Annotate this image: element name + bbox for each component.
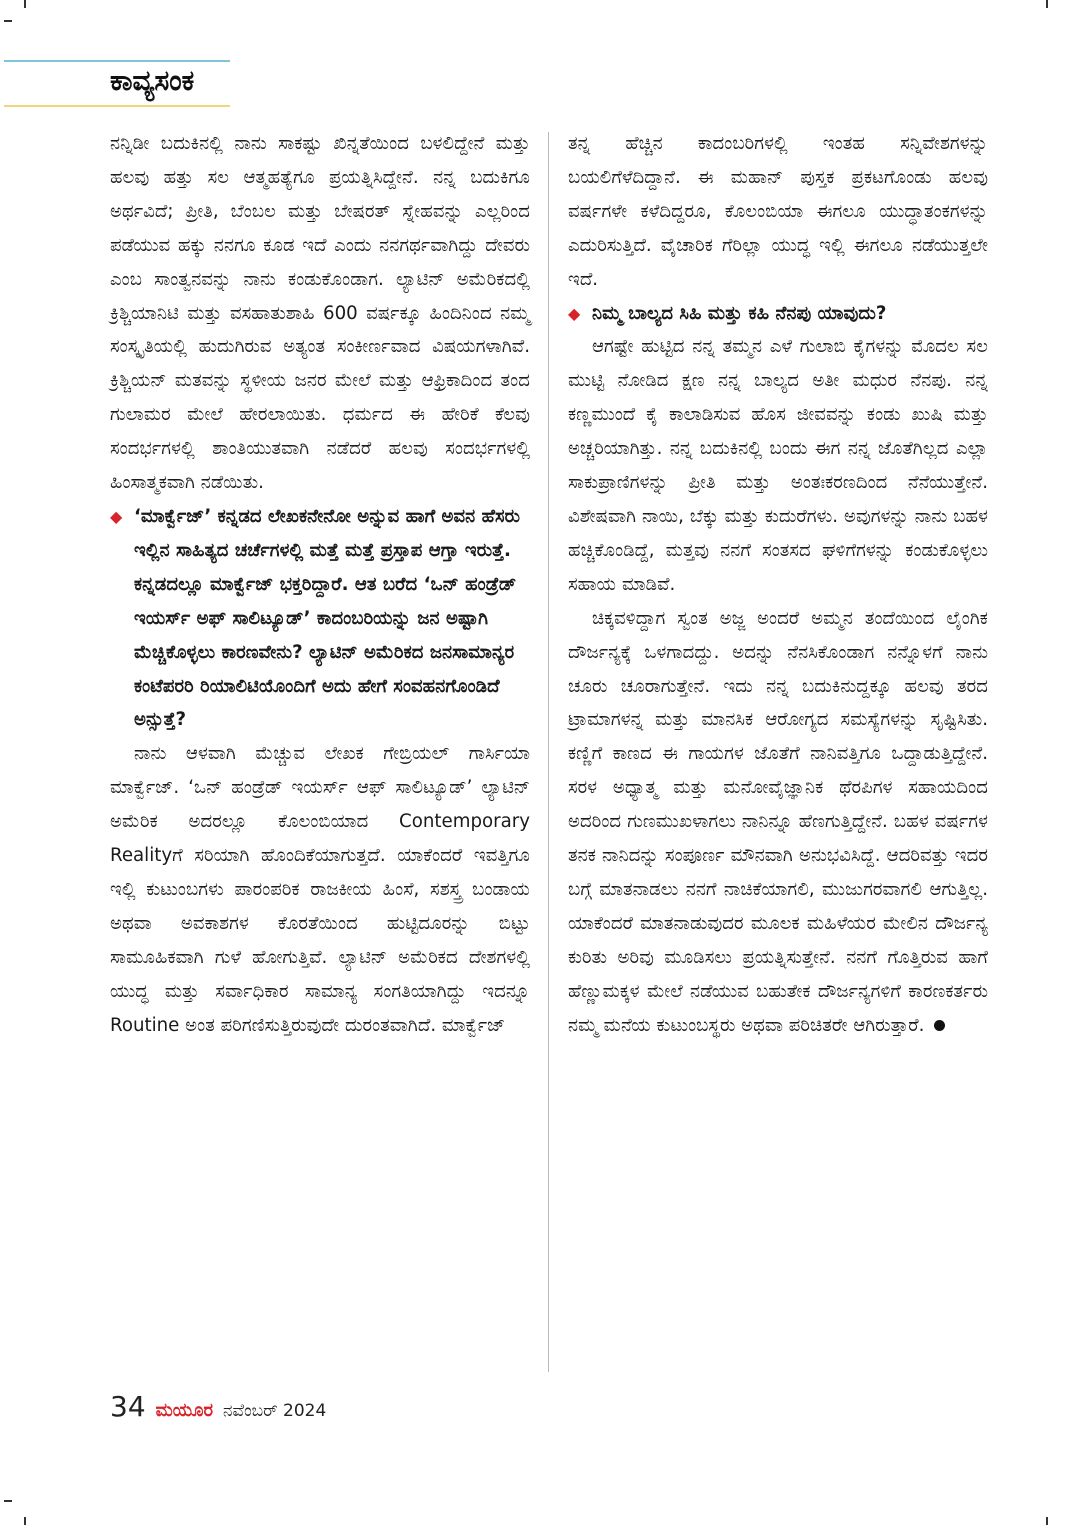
crop-mark [1046,1517,1048,1525]
crop-mark [4,1500,12,1502]
interview-question [568,297,988,331]
column-divider [548,132,549,1372]
page-number: 34 [110,1390,146,1423]
interview-question [110,500,530,737]
crop-mark [1046,0,1048,8]
question-text: ನಿಮ್ಮ ಬಾಲ್ಯದ ಸಿಹಿ ಮತ್ತು ಕಹಿ ನೆನಪು ಯಾವುದು? [592,302,887,324]
crop-mark [24,0,26,8]
header-rule-bottom [4,105,230,107]
article-paragraph: ತನ್ನ ಹೆಚ್ಚಿನ ಕಾದಂಬರಿಗಳಲ್ಲಿ ಇಂತಹ ಸನ್ನಿವೇಶಗಳನ್ನು ಬಯಲಿಗೆಳೆದಿದ್ದಾನೆ. ಈ ಮಹಾನ್ ಪುಸ್ತಕ ಪ್ರಕಟಗೊಂಡು ಹಲವು ವರ್ಷಗಳೇ ಕಳೆದಿದ್ದರೂ, ಕೊಲಂಬಿಯಾ ಈಗಲೂ ಯುದ್ಧಾತಂಕಗಳನ್ನು ಎದುರಿಸುತ್ತಿದೆ. ವೈಚಾರಿಕ ಗೆರಿಲ್ಲಾ ಯುದ್ಧ ಇಲ್ಲಿ ಈಗಲೂ ನಡೆಯುತ್ತಲೇ ಇದೆ. [568,133,988,290]
article-paragraph: ಆಗಷ್ಟೇ ಹುಟ್ಟಿದ ನನ್ನ ತಮ್ಮನ ಎಳೆ ಗುಲಾಬಿ ಕೈಗಳನ್ನು ಮೊದಲ ಸಲ ಮುಟ್ಟಿ ನೋಡಿದ ಕ್ಷಣ ನನ್ನ ಬಾಲ್ಯದ ಅತೀ ಮಧುರ ನೆನಪು. ನನ್ನ ಕಣ್ಣಮುಂದೆ ಕೈ ಕಾಲಾಡಿಸುವ ಹೊಸ ಜೀವವನ್ನು ಕಂಡು ಖುಷಿ ಮತ್ತು ಅಚ್ಚರಿಯಾಗಿತ್ತು. ನನ್ನ ಬದುಕಿನಲ್ಲಿ ಬಂದು ಈಗ ನನ್ನ ಜೊತೆಗಿಲ್ಲದ ಎಲ್ಲಾ ಸಾಕುಪ್ರಾಣಿಗಳನ್ನು ಪ್ರೀತಿ ಮತ್ತು ಅಂತಃಕರಣದಿಂದ ನೆನೆಯುತ್ತೇನೆ. ವಿಶೇಷವಾಗಿ ನಾಯಿ, ಬೆಕ್ಕು ಮತ್ತು ಕುದುರೆಗಳು. ಅವುಗಳನ್ನು ನಾನು ಬಹಳ ಹಚ್ಚಿಕೊಂಡಿದ್ದೆ, ಮತ್ತವು ನನಗೆ ಸಂತಸದ ಘಳಿಗೆಗಳನ್ನು ಕಂಡುಕೊಳ್ಳಲು ಸಹಾಯ ಮಾಡಿವೆ. [568,336,988,595]
final-paragraph-text: ಚಿಕ್ಕವಳಿದ್ದಾಗ ಸ್ವಂತ ಅಜ್ಜ ಅಂದರೆ ಅಮ್ಮನ ತಂದೆಯಿಂದ ಲೈಂಗಿಕ ದೌರ್ಜನ್ಯಕ್ಕೆ ಒಳಗಾದದ್ದು. ಅದನ್ನು ನೆನಸಿಕೊಂಡಾಗ ನನ್ನೊಳಗೆ ನಾನು ಚೂರು ಚೂರಾಗುತ್ತೇನೆ. ಇದು ನನ್ನ ಬದುಕಿನುದ್ದಕ್ಕೂ ಹಲವು ತರದ ಟ್ರಾಮಾಗಳನ್ನ ಮತ್ತು ಮಾನಸಿಕ ಆರೋಗ್ಯದ ಸಮಸ್ಯೆಗಳನ್ನು ಸೃಷ್ಟಿಸಿತು. ಕಣ್ಣಿಗೆ ಕಾಣದ ಈ ಗಾಯಗಳ ಜೊತೆಗೆ ನಾನಿವತ್ತಿಗೂ ಒದ್ದಾಡುತ್ತಿದ್ದೇನೆ. ಸರಳ ಅಧ್ಯಾತ್ಮ ಮತ್ತು ಮನೋವೈಜ್ಞಾನಿಕ ಥೆರಪಿಗಳ ಸಹಾಯದಿಂದ ಅದರಿಂದ ಗುಣಮುಖಳಾಗಲು ನಾನಿನ್ನೂ ಹೆಣಗುತ್ತಿದ್ದೇನೆ. ಬಹಳ ವರ್ಷಗಳ ತನಕ ನಾನಿದನ್ನು ಸಂಪೂರ್ಣ ಮೌನವಾಗಿ ಅನುಭವಿಸಿದ್ದೆ. ಆದರಿವತ್ತು ಇದರ ಬಗ್ಗೆ ಮಾತನಾಡಲು ನನಗೆ ನಾಚಿಕೆಯಾಗಲಿ, ಮುಜುಗರವಾಗಲಿ ಆಗುತ್ತಿಲ್ಲ. ಯಾಕೆಂದರೆ ಮಾತನಾಡುವುದರ ಮೂಲಕ ಮಹಿಳೆಯರ ಮೇಲಿನ ದೌರ್ಜನ್ಯ ಕುರಿತು ಅರಿವು ಮೂಡಿಸಲು ಪ್ರಯತ್ನಿಸುತ್ತೇನೆ. ನನಗೆ ಗೊತ್ತಿರುವ ಹಾಗೆ ಹೆಣ್ಣುಮಕ್ಕಳ ಮೇಲೆ ನಡೆಯುವ ಬಹುತೇಕ ದೌರ್ಜನ್ಯಗಳಿಗೆ ಕಾರಣಕರ್ತರು ನಮ್ಮ ಮನೆಯ ಕುಟುಂಬಸ್ಥರು ಅಥವಾ ಪರಿಚಿತರೇ ಆಗಿರುತ್ತಾರೆ. [568,607,988,1036]
end-dot-icon [934,1020,945,1031]
left-column [110,127,530,1042]
article-paragraph: ನಾನು ಆಳವಾಗಿ ಮೆಚ್ಚುವ ಲೇಖಕ ಗೇಬ್ರಿಯಲ್ ಗಾರ್ಸಿಯಾ ಮಾರ್ಕ್ವೆಜ್. ‘ಒನ್ ಹಂಡ್ರೆಡ್ ಇಯರ್ಸ್ ಆಫ್ ಸಾಲಿಟ್ಯೂಡ್’ ಲ್ಯಾಟಿನ್ ಅಮೆರಿಕ ಅದರಲ್ಲೂ ಕೊಲಂಬಿಯಾದ Contemporary Realityಗೆ ಸರಿಯಾಗಿ ಹೊಂದಿಕೆಯಾಗುತ್ತದೆ. ಯಾಕೆಂದರೆ ಇವತ್ತಿಗೂ ಇಲ್ಲಿ ಕುಟುಂಬಗಳು ಪಾರಂಪರಿಕ ರಾಜಕೀಯ ಹಿಂಸೆ, ಸಶಸ್ತ್ರ ಬಂಡಾಯ ಅಥವಾ ಅವಕಾಶಗಳ ಕೊರತೆಯಿಂದ ಹುಟ್ಟಿದೂರನ್ನು ಬಿಟ್ಟು ಸಾಮೂಹಿಕವಾಗಿ ಗುಳೆ ಹೋಗುತ್ತಿವೆ. ಲ್ಯಾಟಿನ್ ಅಮೆರಿಕದ ದೇಶಗಳಲ್ಲಿ ಯುದ್ಧ ಮತ್ತು ಸರ್ವಾಧಿಕಾರ ಸಾಮಾನ್ಯ ಸಂಗತಿಯಾಗಿದ್ದು ಇದನ್ನೂ Routine ಅಂತ ಪರಿಗಣಿಸುತ್ತಿರುವುದೇ ದುರಂತವಾಗಿದೆ. ಮಾರ್ಕ್ವೆಜ್ [110,743,530,1036]
article-paragraph-final [568,602,988,1043]
magazine-logo: ಮಯೂರ [155,1400,214,1421]
crop-mark [4,20,12,22]
question-text: ‘ಮಾರ್ಕ್ವೆಜ್’ ಕನ್ನಡದ ಲೇಖಕನೇನೋ ಅನ್ನುವ ಹಾಗೆ ಅವನ ಹೆಸರು ಇಲ್ಲಿನ ಸಾಹಿತ್ಯದ ಚರ್ಚೆಗಳಲ್ಲಿ ಮತ್ತೆ ಮತ್ತೆ ಪ್ರಸ್ತಾಪ ಆಗ್ತಾ ಇರುತ್ತೆ. ಕನ್ನಡದಲ್ಲೂ ಮಾರ್ಕ್ವೆಜ್ ಭಕ್ತರಿದ್ದಾರೆ. ಆತ ಬರೆದ ‘ಒನ್ ಹಂಡ್ರೆಡ್ ಇಯರ್ಸ್ ಅಫ್ ಸಾಲಿಟ್ಯೂಡ್’ ಕಾದಂಬರಿಯನ್ನು ಜನ ಅಷ್ಟಾಗಿ ಮೆಚ್ಚಿಕೊಳ್ಳಲು ಕಾರಣವೇನು? ಲ್ಯಾಟಿನ್ ಅಮೆರಿಕದ ಜನಸಾಮಾನ್ಯರ ಕಂಟೆಪರರಿ ರಿಯಾಲಿಟಿಯೊಂದಿಗೆ ಅದು ಹೇಗೆ ಸಂವಹನಗೊಂಡಿದೆ ಅನ್ಸುತ್ತೆ? [134,505,521,731]
header-rule-top [4,60,230,62]
right-column [568,127,988,1042]
issue-date: ನವೆಂಬರ್ 2024 [223,1401,327,1421]
diamond-bullet-icon: ◆ [568,303,581,323]
page-footer [110,1390,326,1423]
section-title: ಕಾವ್ಯಸಂಕ [110,64,195,97]
article-paragraph: ನನ್ನಿಡೀ ಬದುಕಿನಲ್ಲಿ ನಾನು ಸಾಕಷ್ಟು ಖಿನ್ನತೆಯಿಂದ ಬಳಲಿದ್ದೇನೆ ಮತ್ತು ಹಲವು ಹತ್ತು ಸಲ ಆತ್ಮಹತ್ಯೆಗೂ ಪ್ರಯತ್ನಿಸಿದ್ದೇನೆ. ನನ್ನ ಬದುಕಿಗೂ ಅರ್ಥವಿದೆ; ಪ್ರೀತಿ, ಬೆಂಬಲ ಮತ್ತು ಬೇಷರತ್ ಸ್ನೇಹವನ್ನು ಎಲ್ಲರಿಂದ ಪಡೆಯುವ ಹಕ್ಕು ನನಗೂ ಕೂಡ ಇದೆ ಎಂದು ನನಗರ್ಥವಾಗಿದ್ದು ದೇವರು ಎಂಬ ಸಾಂತ್ವನವನ್ನು ನಾನು ಕಂಡುಕೊಂಡಾಗ. ಲ್ಯಾಟಿನ್ ಅಮೆರಿಕದಲ್ಲಿ ಕ್ರಿಶ್ಚಿಯಾನಿಟಿ ಮತ್ತು ವಸಹಾತುಶಾಹಿ 600 ವರ್ಷಕ್ಕೂ ಹಿಂದಿನಿಂದ ನಮ್ಮ ಸಂಸ್ಕೃತಿಯಲ್ಲಿ ಹುದುಗಿರುವ ಅತ್ಯಂತ ಸಂಕೀರ್ಣವಾದ ವಿಷಯಗಳಾಗಿವೆ. ಕ್ರಿಶ್ಚಿಯನ್ ಮತವನ್ನು ಸ್ಥಳೀಯ ಜನರ ಮೇಲೆ ಮತ್ತು ಆಫ್ರಿಕಾದಿಂದ ತಂದ ಗುಲಾಮರ ಮೇಲೆ ಹೇರಲಾಯಿತು. ಧರ್ಮದ ಈ ಹೇರಿಕೆ ಕೆಲವು ಸಂದರ್ಭಗಳಲ್ಲಿ ಶಾಂತಿಯುತವಾಗಿ ನಡೆದರೆ ಹಲವು ಸಂದರ್ಭಗಳಲ್ಲಿ ಹಿಂಸಾತ್ಮಕವಾಗಿ ನಡೆಯಿತು. [110,133,530,494]
crop-mark [24,1517,26,1525]
diamond-bullet-icon: ◆ [110,506,123,526]
